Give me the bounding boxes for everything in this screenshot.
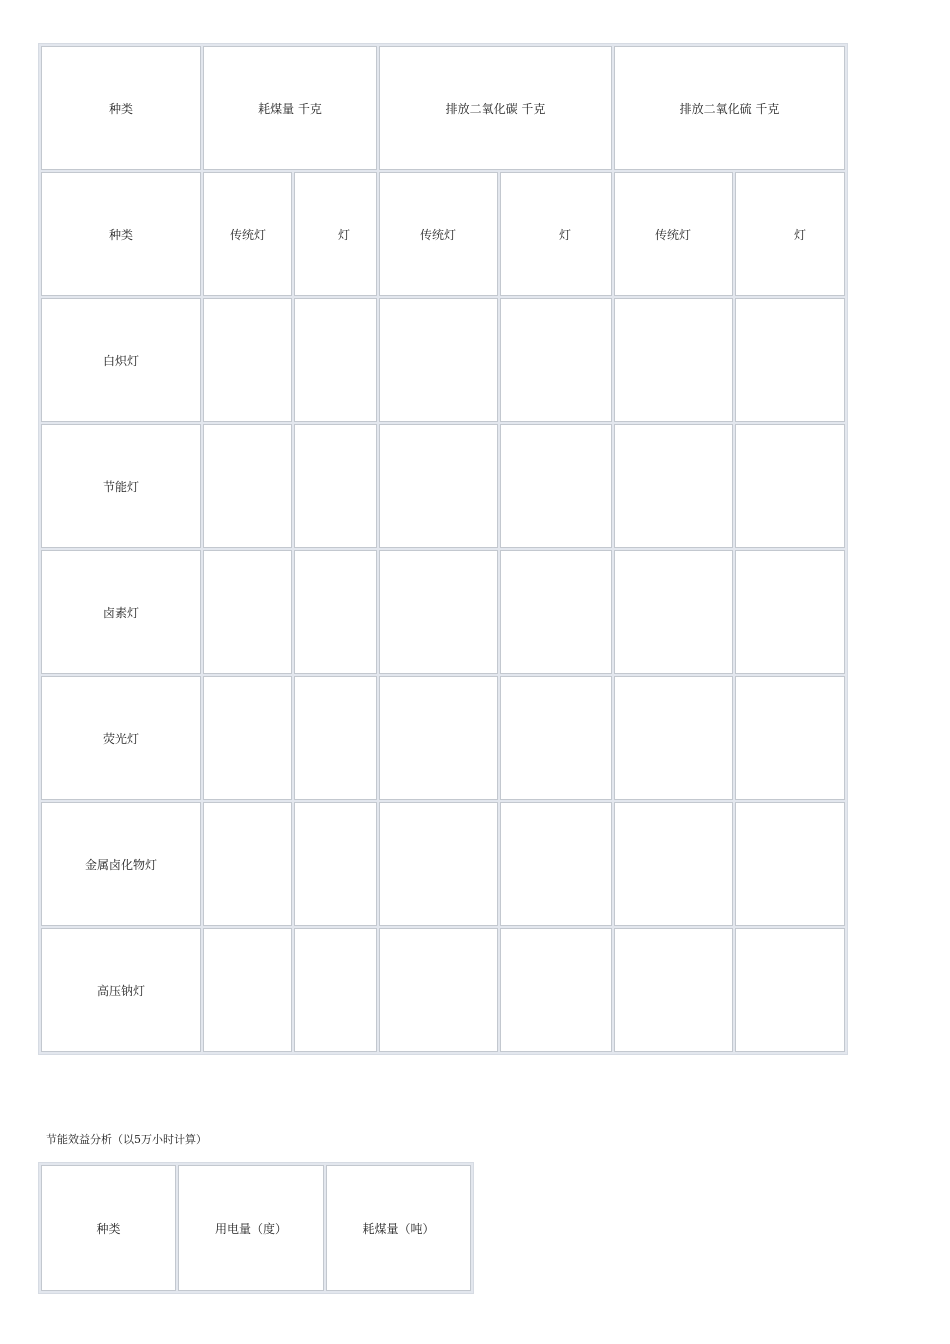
table-cell [614,676,733,800]
header-so2-cell: 排放二氧化硫 千克 [614,46,845,170]
table-cell [614,424,733,548]
table-cell [294,424,377,548]
table-cell [500,550,612,674]
so2-traditional-header: 传统灯 [614,172,733,296]
emissions-table [38,43,848,1055]
header-coal-cell: 耗煤量（吨） [326,1165,471,1291]
row-label-cell: 卤素灯 [41,550,201,674]
header-row [41,46,845,170]
table-row [41,802,845,926]
table-cell [294,550,377,674]
table-cell [500,424,612,548]
table-cell [379,676,498,800]
table-cell [735,298,845,422]
table-row [41,298,845,422]
table-cell [379,424,498,548]
table-cell [735,424,845,548]
table-row [41,676,845,800]
table-cell [203,928,292,1052]
table-row [41,424,845,548]
table-row [41,928,845,1052]
table-row [41,550,845,674]
header-row [41,1165,471,1291]
header-category-cell: 种类 [41,1165,176,1291]
co2-light-header: 灯 [500,172,612,296]
table-cell [379,928,498,1052]
row-label-cell: 荧光灯 [41,676,201,800]
sub-header-category-cell: 种类 [41,172,201,296]
sub-header-row [41,172,845,296]
analysis-note: 节能效益分析（以5万小时计算） [46,1133,207,1146]
header-category-cell: 种类 [41,46,201,170]
table-cell [500,676,612,800]
table-cell [614,298,733,422]
table-cell [294,928,377,1052]
table-cell [614,802,733,926]
table-cell [203,802,292,926]
row-label-cell: 白炽灯 [41,298,201,422]
table-cell [379,802,498,926]
table-cell [500,928,612,1052]
header-coal-cell: 耗煤量 千克 [203,46,377,170]
table-cell [203,298,292,422]
table-cell [203,550,292,674]
savings-table [38,1162,474,1294]
table-cell [614,550,733,674]
table-cell [203,424,292,548]
table-cell [500,802,612,926]
table-cell [735,802,845,926]
so2-light-header: 灯 [735,172,845,296]
coal-traditional-header: 传统灯 [203,172,292,296]
table-cell [203,676,292,800]
table-cell [614,928,733,1052]
table-cell [379,298,498,422]
co2-traditional-header: 传统灯 [379,172,498,296]
table-cell [500,298,612,422]
table-cell [735,676,845,800]
header-co2-cell: 排放二氧化碳 千克 [379,46,612,170]
table-cell [735,550,845,674]
coal-light-header: 灯 [294,172,377,296]
row-label-cell: 节能灯 [41,424,201,548]
table-cell [294,298,377,422]
row-label-cell: 金属卤化物灯 [41,802,201,926]
table-cell [294,676,377,800]
table-cell [294,802,377,926]
header-power-cell: 用电量（度） [178,1165,324,1291]
table-cell [379,550,498,674]
table-cell [735,928,845,1052]
row-label-cell: 高压钠灯 [41,928,201,1052]
